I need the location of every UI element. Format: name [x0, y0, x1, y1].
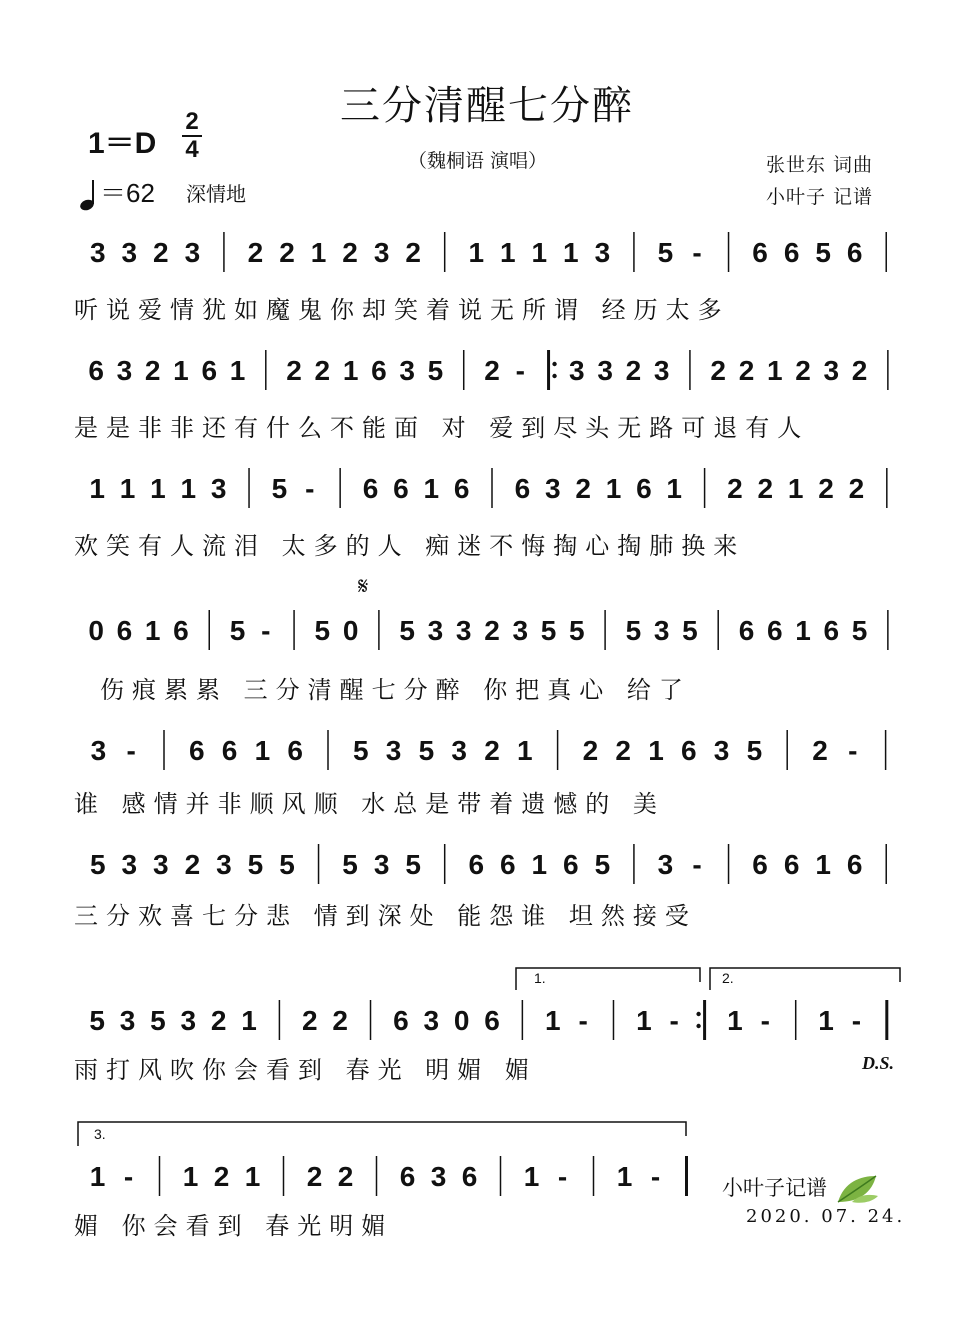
note-6: 6	[636, 473, 652, 504]
note-5: 5	[399, 615, 415, 646]
note-2: 2	[213, 1161, 230, 1192]
notation-line-5	[74, 720, 904, 780]
note-1: 1	[89, 1161, 106, 1192]
note-1: 1	[342, 355, 359, 386]
note-6: 6	[88, 355, 104, 386]
note-5: 5	[247, 849, 264, 880]
dal-segno: D.S.	[862, 1053, 895, 1073]
note-1: 1	[499, 237, 516, 268]
volta-1: 1.	[534, 970, 546, 986]
note-6: 6	[484, 1005, 500, 1036]
lyric-line-2: 是是非非还有什么不能面 对 爱到尽头无路可退有人	[74, 414, 810, 442]
note-3: 3	[119, 1005, 136, 1036]
note-2: 2	[615, 735, 631, 766]
note-2: 2	[851, 355, 868, 386]
notation-line-1	[74, 222, 904, 282]
note-2: 2	[582, 735, 599, 766]
dash-note: -	[692, 849, 702, 880]
note-0: 0	[342, 615, 359, 646]
note-2: 2	[484, 355, 500, 386]
note-3: 3	[594, 237, 611, 268]
note-1: 1	[119, 473, 136, 504]
note-5: 5	[815, 237, 831, 268]
note-2: 2	[306, 1161, 323, 1192]
note-3: 3	[455, 615, 472, 646]
note-5: 5	[89, 849, 106, 880]
note-2: 2	[153, 237, 169, 268]
note-5: 5	[353, 735, 369, 766]
note-3: 3	[121, 237, 138, 268]
note-1: 1	[648, 735, 664, 766]
notation-line-4	[74, 600, 904, 660]
notation-line-3	[74, 458, 904, 518]
dash-note: -	[557, 1161, 568, 1192]
barline	[696, 1000, 704, 1040]
note-1: 1	[89, 473, 105, 504]
note-1: 1	[241, 1005, 257, 1036]
note-2: 2	[757, 473, 774, 504]
note-1: 1	[531, 237, 548, 268]
note-2: 2	[727, 473, 743, 504]
note-1: 1	[173, 355, 189, 386]
tempo-value: ＝62	[100, 178, 155, 208]
note-3: 3	[430, 1161, 447, 1192]
note-5: 5	[569, 615, 585, 646]
note-1: 1	[605, 473, 622, 504]
dash-note: -	[760, 1005, 770, 1036]
volta-bracket-3	[74, 1118, 694, 1148]
barline	[549, 350, 557, 390]
note-2: 2	[812, 735, 828, 766]
note-3: 3	[180, 1005, 197, 1036]
note-5: 5	[540, 615, 557, 646]
note-3: 3	[216, 849, 232, 880]
note-6: 6	[201, 355, 218, 386]
note-2: 2	[332, 1005, 348, 1036]
note-6: 6	[823, 615, 840, 646]
note-5: 5	[229, 615, 246, 646]
note-6: 6	[453, 473, 470, 504]
note-6: 6	[846, 849, 863, 880]
transcriber: 小叶子 记谱	[766, 186, 874, 208]
note-3: 3	[653, 355, 670, 386]
note-5: 5	[746, 735, 763, 766]
note-3: 3	[823, 355, 840, 386]
note-1: 1	[180, 473, 197, 504]
volta-brackets-7	[510, 962, 910, 992]
note-2: 2	[848, 473, 865, 504]
transcriber-signature	[722, 1172, 880, 1206]
note-1: 1	[636, 1005, 652, 1036]
note-2: 2	[342, 237, 358, 268]
note-2: 2	[710, 355, 726, 386]
note-1: 1	[531, 849, 548, 880]
note-5: 5	[342, 849, 358, 880]
note-2: 2	[184, 849, 201, 880]
note-5: 5	[279, 849, 295, 880]
note-3: 3	[373, 849, 390, 880]
dash-note: -	[692, 237, 702, 268]
notation-line-8	[74, 1146, 704, 1206]
note-3: 3	[153, 849, 169, 880]
lyric-line-1: 听说爱情犹如魔鬼你却笑着说无所谓 经历太多	[74, 296, 730, 324]
note-6: 6	[738, 615, 755, 646]
note-6: 6	[499, 849, 516, 880]
dash-note: -	[515, 355, 525, 386]
note-6: 6	[393, 1005, 409, 1036]
note-0: 0	[88, 615, 104, 646]
dash-note: -	[650, 1161, 661, 1192]
dash-note: -	[123, 1161, 134, 1192]
note-1: 1	[815, 849, 831, 880]
note-6: 6	[461, 1161, 478, 1192]
note-1: 1	[795, 615, 811, 646]
note-1: 1	[563, 237, 579, 268]
note-1: 1	[310, 237, 327, 268]
note-2: 2	[286, 355, 302, 386]
note-6: 6	[371, 355, 387, 386]
dash-note: -	[305, 473, 315, 504]
note-6: 6	[766, 615, 783, 646]
note-2: 2	[279, 237, 295, 268]
note-3: 3	[657, 849, 674, 880]
note-5: 5	[314, 615, 331, 646]
note-1: 1	[144, 615, 161, 646]
note-6: 6	[783, 237, 800, 268]
note-3: 3	[399, 355, 415, 386]
note-3: 3	[116, 355, 133, 386]
note-6: 6	[752, 237, 768, 268]
note-0: 0	[453, 1005, 470, 1036]
note-2: 2	[818, 473, 834, 504]
note-1: 1	[182, 1161, 199, 1192]
key-signature: 1＝D	[88, 127, 157, 160]
note-5: 5	[682, 615, 698, 646]
note-1: 1	[244, 1161, 261, 1192]
notation-line-2	[74, 340, 904, 400]
note-6: 6	[514, 473, 531, 504]
note-1: 1	[523, 1161, 540, 1192]
note-5: 5	[418, 735, 435, 766]
note-3: 3	[210, 473, 227, 504]
singer-credit: （魏桐语 演唱）	[408, 150, 548, 172]
note-6: 6	[287, 735, 303, 766]
note-5: 5	[405, 849, 421, 880]
note-3: 3	[89, 237, 106, 268]
lyric-line-3: 欢笑有人流泪 太多的人 痴迷不悔掏心掏肺换来	[74, 532, 746, 560]
dash-note: -	[126, 735, 136, 766]
note-5: 5	[89, 1005, 105, 1036]
note-6: 6	[846, 237, 863, 268]
signature-text: 小叶子记谱	[722, 1176, 827, 1200]
time-signature	[182, 110, 202, 162]
dash-note: -	[261, 615, 271, 646]
note-2: 2	[337, 1161, 354, 1192]
note-6: 6	[189, 735, 205, 766]
volta-2: 2.	[722, 970, 734, 986]
note-5: 5	[851, 615, 868, 646]
lyric-line-8: 媚 你会看到 春光明媚	[74, 1212, 394, 1240]
note-6: 6	[173, 615, 189, 646]
note-2: 2	[575, 473, 591, 504]
note-6: 6	[783, 849, 800, 880]
transcription-date: 2020. 07. 24.	[746, 1206, 906, 1227]
note-2: 2	[625, 355, 642, 386]
note-3: 3	[512, 615, 529, 646]
note-6: 6	[399, 1161, 416, 1192]
dash-note: -	[851, 1005, 862, 1036]
note-5: 5	[625, 615, 642, 646]
notation-line-7	[74, 990, 904, 1050]
lyric-line-7: 雨打风吹你会看到 春光 明媚 媚	[74, 1056, 537, 1084]
note-2: 2	[301, 1005, 318, 1036]
note-6: 6	[563, 849, 579, 880]
note-3: 3	[427, 615, 444, 646]
note-3: 3	[544, 473, 561, 504]
note-3: 3	[451, 735, 467, 766]
note-3: 3	[423, 1005, 440, 1036]
note-5: 5	[594, 849, 611, 880]
note-3: 3	[569, 355, 585, 386]
note-6: 6	[116, 615, 133, 646]
volta-3: 3.	[94, 1126, 106, 1142]
note-2: 2	[405, 237, 421, 268]
note-2: 2	[484, 735, 500, 766]
note-1: 1	[727, 1005, 743, 1036]
quarter-note-icon	[78, 178, 100, 212]
note-1: 1	[616, 1161, 633, 1192]
note-6: 6	[468, 849, 485, 880]
time-top: 2	[185, 108, 199, 135]
note-1: 1	[818, 1005, 834, 1036]
segno-sign: 𝄋	[358, 572, 369, 600]
time-bottom: 4	[185, 136, 199, 163]
note-2: 2	[795, 355, 811, 386]
note-5: 5	[427, 355, 444, 386]
note-1: 1	[229, 355, 246, 386]
note-6: 6	[752, 849, 768, 880]
note-5: 5	[271, 473, 288, 504]
note-3: 3	[373, 237, 390, 268]
note-1: 1	[517, 735, 533, 766]
lyricist-composer: 张世东 词曲	[766, 154, 874, 176]
note-6: 6	[221, 735, 238, 766]
note-6: 6	[393, 473, 409, 504]
note-5: 5	[150, 1005, 166, 1036]
note-1: 1	[766, 355, 783, 386]
note-3: 3	[121, 849, 138, 880]
lyric-line-4: 伤痕累累 三分清醒七分醉 你把真心 给了	[100, 676, 691, 704]
note-3: 3	[184, 237, 201, 268]
note-5: 5	[657, 237, 674, 268]
note-2: 2	[484, 615, 500, 646]
note-1: 1	[150, 473, 166, 504]
note-1: 1	[787, 473, 804, 504]
note-1: 1	[544, 1005, 561, 1036]
note-3: 3	[597, 355, 613, 386]
note-2: 2	[210, 1005, 227, 1036]
notation-line-6	[74, 834, 904, 894]
note-6: 6	[362, 473, 379, 504]
note-3: 3	[385, 735, 402, 766]
dash-note: -	[669, 1005, 679, 1036]
note-1: 1	[468, 237, 485, 268]
note-3: 3	[713, 735, 730, 766]
note-2: 2	[314, 355, 331, 386]
leaf-icon	[834, 1172, 880, 1206]
lyric-line-6: 三分欢喜七分悲 情到深处 能怨谁 坦然接受	[74, 902, 697, 930]
note-1: 1	[423, 473, 440, 504]
note-3: 3	[653, 615, 670, 646]
note-6: 6	[681, 735, 697, 766]
note-1: 1	[666, 473, 683, 504]
note-3: 3	[90, 735, 107, 766]
note-1: 1	[254, 735, 271, 766]
dash-note: -	[848, 735, 858, 766]
song-title: 三分清醒七分醉	[340, 83, 634, 129]
note-2: 2	[144, 355, 161, 386]
expression-mark: 深情地	[186, 182, 246, 206]
note-2: 2	[738, 355, 755, 386]
note-2: 2	[247, 237, 264, 268]
tempo-marking	[78, 173, 155, 212]
dash-note: -	[578, 1005, 588, 1036]
lyric-line-5: 谁 感情并非顺风顺 水总是带着遗憾的 美	[74, 790, 665, 818]
